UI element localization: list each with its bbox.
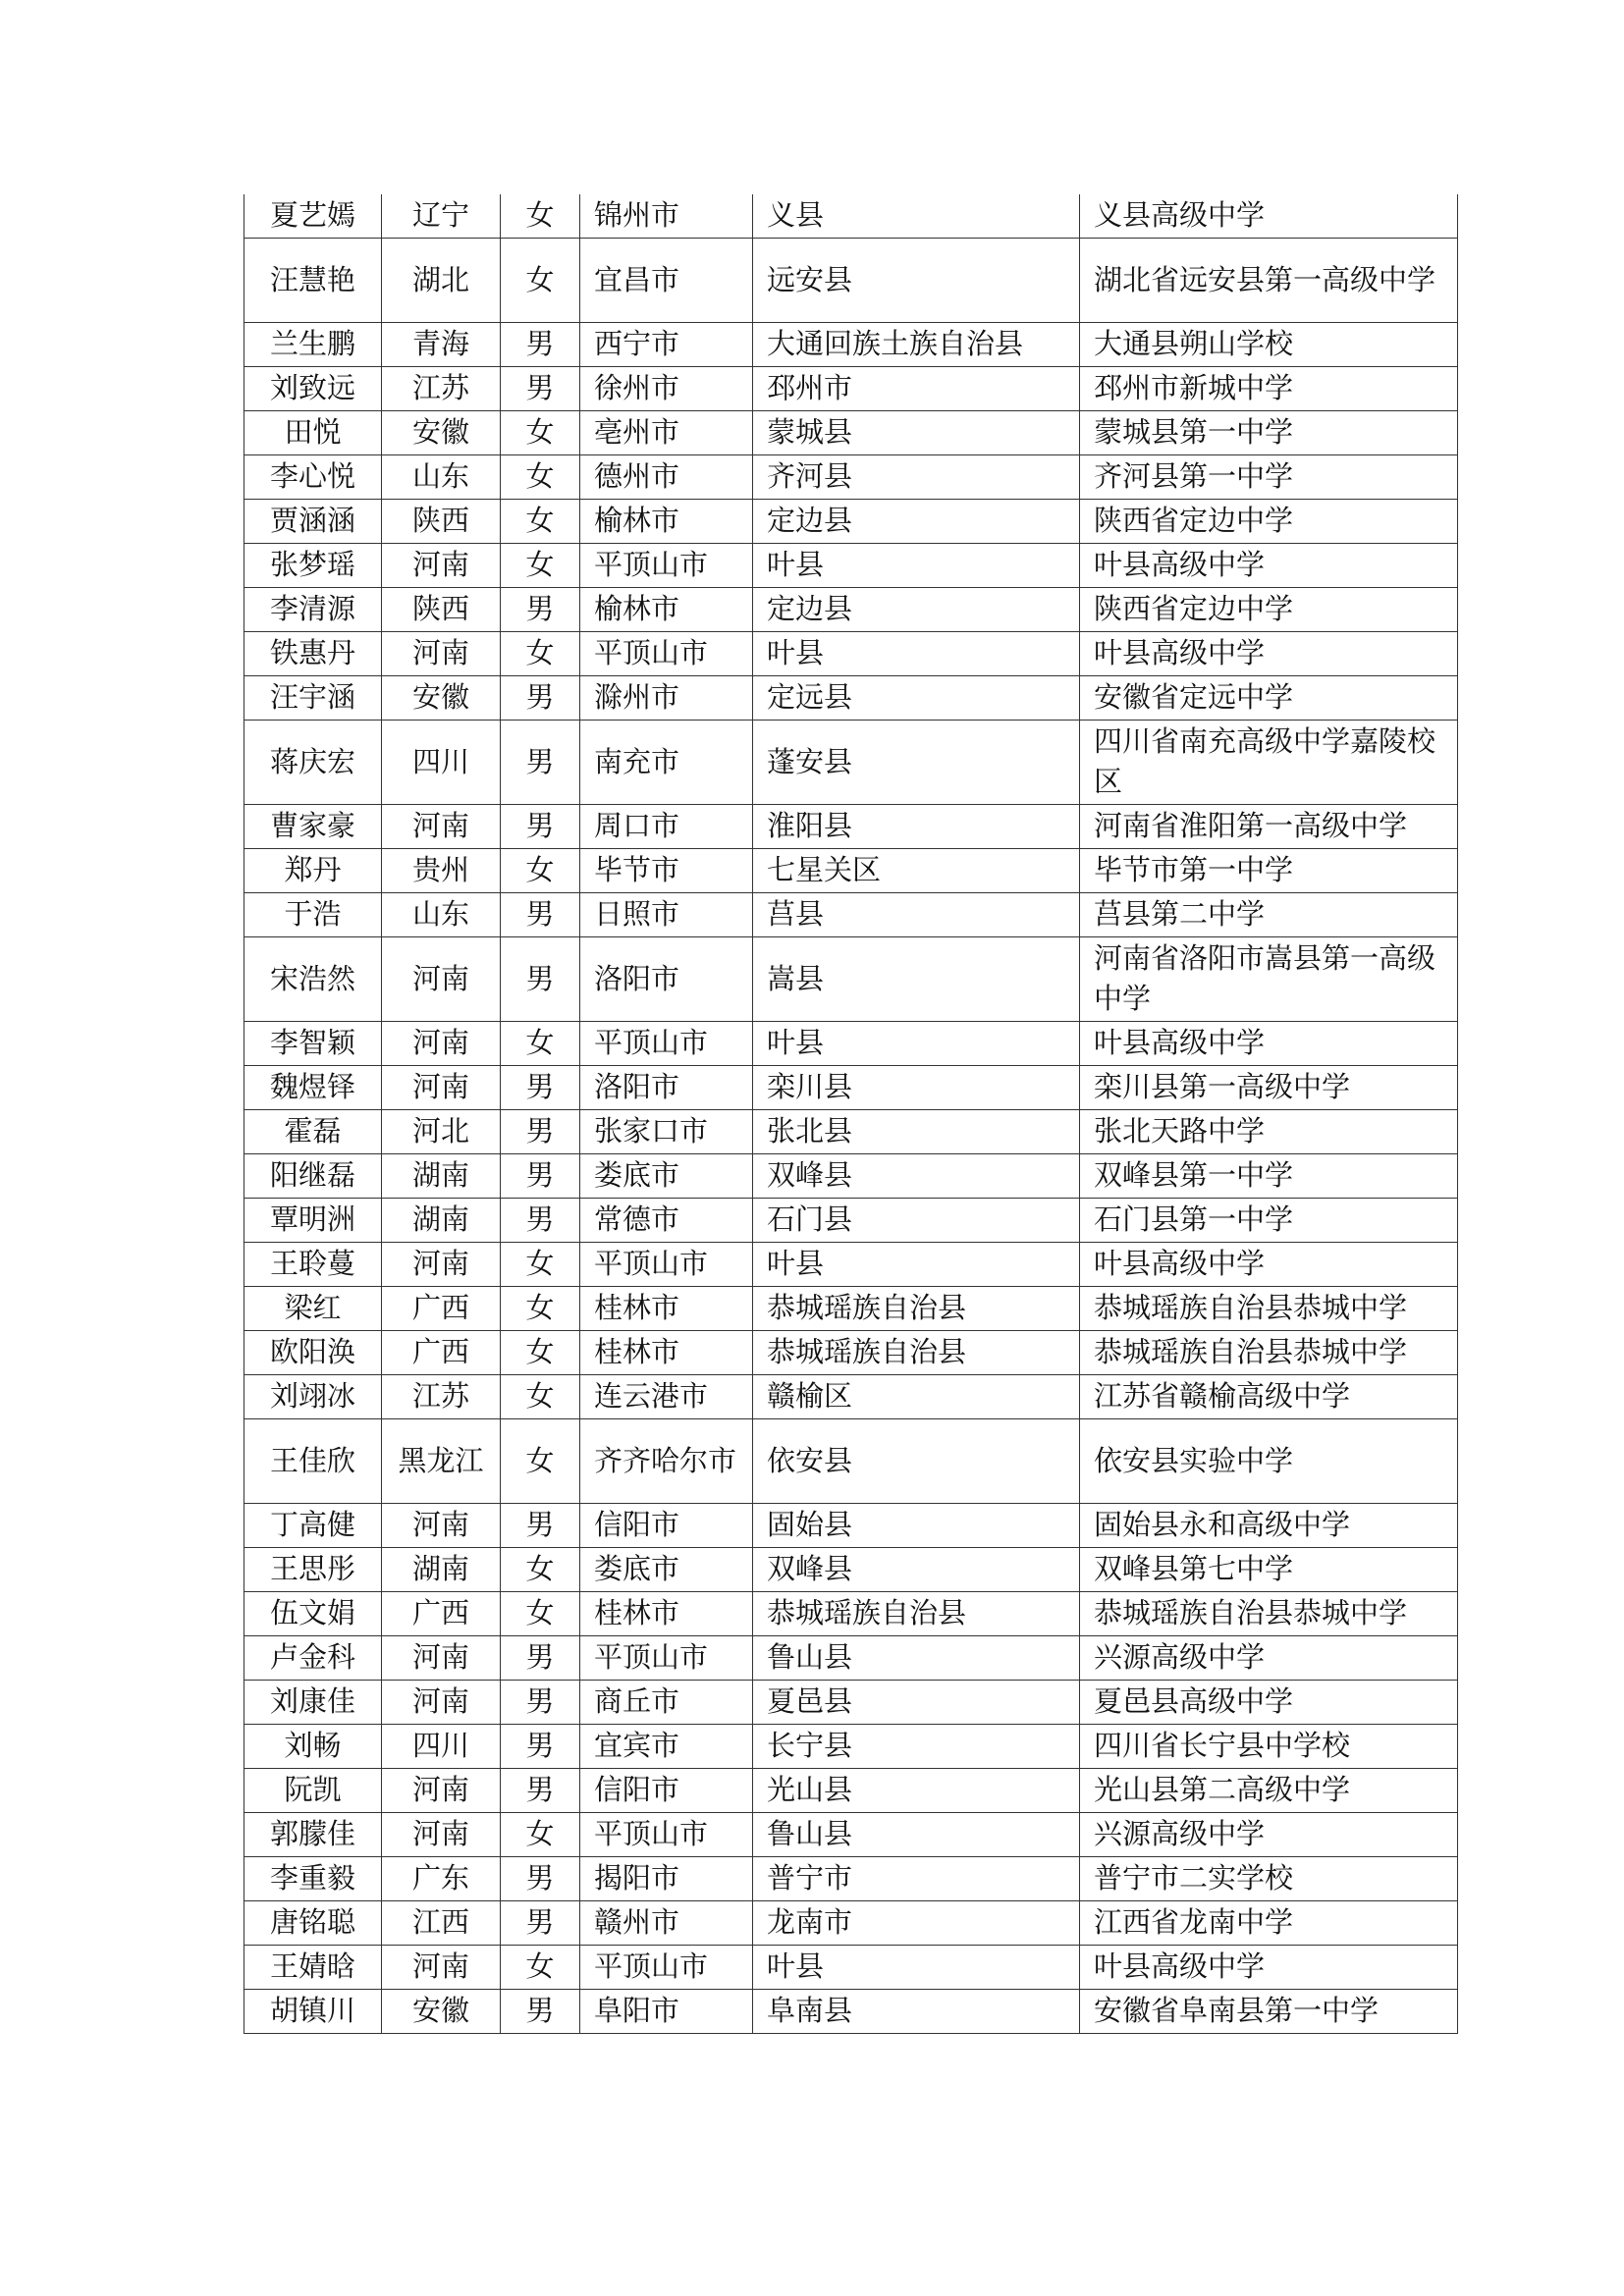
cell-city: 桂林市: [580, 1287, 753, 1331]
cell-name: 贾涵涵: [244, 500, 382, 544]
cell-name: 李心悦: [244, 455, 382, 500]
cell-name: 张梦瑶: [244, 544, 382, 588]
cell-gender: 女: [501, 1592, 580, 1636]
cell-school: 固始县永和高级中学: [1080, 1504, 1458, 1548]
table-row: [244, 1548, 1458, 1592]
cell-city: 洛阳市: [580, 937, 753, 1022]
cell-province: 陕西: [382, 500, 501, 544]
cell-name: 唐铭聪: [244, 1901, 382, 1946]
cell-county: 叶县: [753, 632, 1080, 676]
cell-county: 双峰县: [753, 1154, 1080, 1199]
cell-province: 安徽: [382, 1990, 501, 2034]
cell-county: 固始县: [753, 1504, 1080, 1548]
cell-gender: 女: [501, 194, 580, 239]
cell-gender: 男: [501, 1504, 580, 1548]
table-row: [244, 1725, 1458, 1769]
cell-province: 广西: [382, 1592, 501, 1636]
cell-province: 山东: [382, 893, 501, 937]
cell-county: 石门县: [753, 1199, 1080, 1243]
cell-province: 河南: [382, 1769, 501, 1813]
cell-county: 鲁山县: [753, 1813, 1080, 1857]
cell-city: 娄底市: [580, 1154, 753, 1199]
cell-province: 黑龙江: [382, 1419, 501, 1504]
cell-school: 蒙城县第一中学: [1080, 411, 1458, 455]
cell-school: 兴源高级中学: [1080, 1813, 1458, 1857]
cell-gender: 男: [501, 805, 580, 849]
table-row: [244, 1681, 1458, 1725]
cell-name: 阮凯: [244, 1769, 382, 1813]
cell-school: 张北天路中学: [1080, 1110, 1458, 1154]
table-row: [244, 1857, 1458, 1901]
cell-gender: 男: [501, 721, 580, 805]
cell-name: 兰生鹏: [244, 323, 382, 367]
cell-city: 齐齐哈尔市: [580, 1419, 753, 1504]
table-row: [244, 411, 1458, 455]
cell-county: 恭城瑶族自治县: [753, 1331, 1080, 1375]
cell-gender: 女: [501, 1946, 580, 1990]
cell-school: 恭城瑶族自治县恭城中学: [1080, 1287, 1458, 1331]
cell-name: 刘翊冰: [244, 1375, 382, 1419]
cell-school: 栾川县第一高级中学: [1080, 1066, 1458, 1110]
cell-school: 河南省淮阳第一高级中学: [1080, 805, 1458, 849]
cell-gender: 男: [501, 1110, 580, 1154]
cell-name: 霍磊: [244, 1110, 382, 1154]
cell-name: 宋浩然: [244, 937, 382, 1022]
cell-county: 普宁市: [753, 1857, 1080, 1901]
cell-gender: 女: [501, 1287, 580, 1331]
cell-name: 刘致远: [244, 367, 382, 411]
cell-county: 叶县: [753, 544, 1080, 588]
cell-county: 邳州市: [753, 367, 1080, 411]
cell-county: 恭城瑶族自治县: [753, 1287, 1080, 1331]
cell-name: 丁高健: [244, 1504, 382, 1548]
cell-school: 毕节市第一中学: [1080, 849, 1458, 893]
cell-gender: 女: [501, 411, 580, 455]
cell-school: 河南省洛阳市嵩县第一高级中学: [1080, 937, 1458, 1022]
cell-school: 光山县第二高级中学: [1080, 1769, 1458, 1813]
cell-name: 李清源: [244, 588, 382, 632]
cell-school: 夏邑县高级中学: [1080, 1681, 1458, 1725]
cell-province: 湖南: [382, 1154, 501, 1199]
table-row: [244, 1636, 1458, 1681]
cell-province: 湖北: [382, 239, 501, 323]
cell-school: 叶县高级中学: [1080, 544, 1458, 588]
cell-province: 江苏: [382, 1375, 501, 1419]
cell-city: 信阳市: [580, 1769, 753, 1813]
cell-province: 河南: [382, 937, 501, 1022]
cell-province: 安徽: [382, 676, 501, 721]
cell-gender: 男: [501, 937, 580, 1022]
cell-gender: 男: [501, 676, 580, 721]
table-row: [244, 323, 1458, 367]
cell-school: 齐河县第一中学: [1080, 455, 1458, 500]
cell-city: 连云港市: [580, 1375, 753, 1419]
table-row: [244, 194, 1458, 239]
cell-city: 平顶山市: [580, 544, 753, 588]
cell-name: 阳继磊: [244, 1154, 382, 1199]
cell-province: 湖南: [382, 1548, 501, 1592]
cell-school: 叶县高级中学: [1080, 1022, 1458, 1066]
cell-county: 七星关区: [753, 849, 1080, 893]
cell-province: 广东: [382, 1857, 501, 1901]
cell-city: 揭阳市: [580, 1857, 753, 1901]
cell-school: 安徽省定远中学: [1080, 676, 1458, 721]
cell-county: 双峰县: [753, 1548, 1080, 1592]
cell-county: 赣榆区: [753, 1375, 1080, 1419]
table-row: [244, 1901, 1458, 1946]
table-row: [244, 632, 1458, 676]
cell-name: 卢金科: [244, 1636, 382, 1681]
cell-province: 河南: [382, 632, 501, 676]
cell-county: 夏邑县: [753, 1681, 1080, 1725]
cell-city: 榆林市: [580, 588, 753, 632]
cell-name: 王聆蔓: [244, 1243, 382, 1287]
cell-province: 河南: [382, 1243, 501, 1287]
cell-gender: 男: [501, 1990, 580, 2034]
cell-county: 远安县: [753, 239, 1080, 323]
cell-province: 河北: [382, 1110, 501, 1154]
cell-province: 江苏: [382, 367, 501, 411]
cell-province: 江西: [382, 1901, 501, 1946]
cell-name: 铁惠丹: [244, 632, 382, 676]
cell-gender: 女: [501, 632, 580, 676]
cell-city: 阜阳市: [580, 1990, 753, 2034]
cell-county: 阜南县: [753, 1990, 1080, 2034]
cell-province: 河南: [382, 1022, 501, 1066]
cell-school: 依安县实验中学: [1080, 1419, 1458, 1504]
cell-gender: 男: [501, 323, 580, 367]
cell-name: 胡镇川: [244, 1990, 382, 2034]
cell-name: 梁红: [244, 1287, 382, 1331]
cell-city: 亳州市: [580, 411, 753, 455]
cell-city: 平顶山市: [580, 1946, 753, 1990]
cell-province: 四川: [382, 721, 501, 805]
cell-province: 广西: [382, 1331, 501, 1375]
cell-name: 王思彤: [244, 1548, 382, 1592]
cell-gender: 女: [501, 1813, 580, 1857]
cell-gender: 女: [501, 1331, 580, 1375]
cell-name: 曹家豪: [244, 805, 382, 849]
cell-county: 长宁县: [753, 1725, 1080, 1769]
table-row: [244, 367, 1458, 411]
cell-gender: 男: [501, 893, 580, 937]
cell-gender: 男: [501, 588, 580, 632]
cell-school: 义县高级中学: [1080, 194, 1458, 239]
cell-school: 江苏省赣榆高级中学: [1080, 1375, 1458, 1419]
table-row: [244, 1375, 1458, 1419]
cell-city: 平顶山市: [580, 1022, 753, 1066]
cell-county: 蒙城县: [753, 411, 1080, 455]
cell-county: 齐河县: [753, 455, 1080, 500]
cell-province: 山东: [382, 455, 501, 500]
cell-county: 淮阳县: [753, 805, 1080, 849]
cell-county: 叶县: [753, 1946, 1080, 1990]
table-row: [244, 1287, 1458, 1331]
table-row: [244, 721, 1458, 805]
cell-name: 刘畅: [244, 1725, 382, 1769]
cell-county: 依安县: [753, 1419, 1080, 1504]
table-row: [244, 1331, 1458, 1375]
cell-province: 河南: [382, 1066, 501, 1110]
cell-province: 湖南: [382, 1199, 501, 1243]
cell-gender: 女: [501, 1375, 580, 1419]
cell-city: 桂林市: [580, 1331, 753, 1375]
cell-province: 河南: [382, 805, 501, 849]
cell-school: 莒县第二中学: [1080, 893, 1458, 937]
cell-city: 毕节市: [580, 849, 753, 893]
cell-city: 宜昌市: [580, 239, 753, 323]
cell-city: 徐州市: [580, 367, 753, 411]
cell-province: 广西: [382, 1287, 501, 1331]
cell-city: 平顶山市: [580, 632, 753, 676]
cell-province: 贵州: [382, 849, 501, 893]
cell-school: 陕西省定边中学: [1080, 588, 1458, 632]
cell-name: 李重毅: [244, 1857, 382, 1901]
cell-gender: 男: [501, 1901, 580, 1946]
cell-county: 龙南市: [753, 1901, 1080, 1946]
cell-school: 双峰县第一中学: [1080, 1154, 1458, 1199]
cell-school: 石门县第一中学: [1080, 1199, 1458, 1243]
cell-gender: 男: [501, 1066, 580, 1110]
cell-school: 陕西省定边中学: [1080, 500, 1458, 544]
cell-school: 双峰县第七中学: [1080, 1548, 1458, 1592]
cell-name: 汪慧艳: [244, 239, 382, 323]
cell-city: 日照市: [580, 893, 753, 937]
cell-gender: 男: [501, 1199, 580, 1243]
cell-city: 常德市: [580, 1199, 753, 1243]
cell-gender: 女: [501, 1419, 580, 1504]
cell-school: 叶县高级中学: [1080, 1243, 1458, 1287]
table-row: [244, 937, 1458, 1022]
cell-school: 安徽省阜南县第一中学: [1080, 1990, 1458, 2034]
table-row: [244, 1592, 1458, 1636]
cell-province: 河南: [382, 1813, 501, 1857]
table-row: [244, 849, 1458, 893]
cell-gender: 女: [501, 544, 580, 588]
cell-gender: 男: [501, 1636, 580, 1681]
cell-school: 邳州市新城中学: [1080, 367, 1458, 411]
cell-county: 叶县: [753, 1022, 1080, 1066]
cell-city: 南充市: [580, 721, 753, 805]
table-row: [244, 455, 1458, 500]
cell-province: 河南: [382, 1946, 501, 1990]
cell-county: 定边县: [753, 588, 1080, 632]
student-roster-table: [244, 194, 1458, 2034]
cell-school: 大通县朔山学校: [1080, 323, 1458, 367]
cell-name: 于浩: [244, 893, 382, 937]
cell-name: 伍文娟: [244, 1592, 382, 1636]
cell-province: 四川: [382, 1725, 501, 1769]
cell-county: 恭城瑶族自治县: [753, 1592, 1080, 1636]
table-row: [244, 1154, 1458, 1199]
table-row: [244, 676, 1458, 721]
cell-name: 田悦: [244, 411, 382, 455]
cell-name: 覃明洲: [244, 1199, 382, 1243]
table-row: [244, 1504, 1458, 1548]
cell-name: 李智颖: [244, 1022, 382, 1066]
cell-city: 信阳市: [580, 1504, 753, 1548]
cell-name: 王婧晗: [244, 1946, 382, 1990]
cell-gender: 女: [501, 1022, 580, 1066]
cell-name: 夏艺嫣: [244, 194, 382, 239]
cell-province: 青海: [382, 323, 501, 367]
cell-province: 陕西: [382, 588, 501, 632]
cell-gender: 女: [501, 239, 580, 323]
cell-gender: 女: [501, 455, 580, 500]
cell-province: 河南: [382, 1681, 501, 1725]
cell-school: 恭城瑶族自治县恭城中学: [1080, 1592, 1458, 1636]
table-row: [244, 1946, 1458, 1990]
cell-gender: 女: [501, 849, 580, 893]
cell-school: 江西省龙南中学: [1080, 1901, 1458, 1946]
cell-city: 锦州市: [580, 194, 753, 239]
cell-city: 滁州市: [580, 676, 753, 721]
cell-city: 宜宾市: [580, 1725, 753, 1769]
cell-school: 恭城瑶族自治县恭城中学: [1080, 1331, 1458, 1375]
cell-county: 光山县: [753, 1769, 1080, 1813]
cell-city: 桂林市: [580, 1592, 753, 1636]
table-row: [244, 805, 1458, 849]
cell-city: 洛阳市: [580, 1066, 753, 1110]
student-roster-body: [244, 194, 1458, 2034]
cell-city: 榆林市: [580, 500, 753, 544]
cell-county: 定远县: [753, 676, 1080, 721]
cell-city: 平顶山市: [580, 1243, 753, 1287]
cell-county: 莒县: [753, 893, 1080, 937]
cell-city: 张家口市: [580, 1110, 753, 1154]
cell-province: 河南: [382, 544, 501, 588]
cell-name: 蒋庆宏: [244, 721, 382, 805]
cell-gender: 男: [501, 1769, 580, 1813]
cell-gender: 女: [501, 1548, 580, 1592]
cell-gender: 男: [501, 1725, 580, 1769]
table-row: [244, 1419, 1458, 1504]
table-row: [244, 239, 1458, 323]
cell-city: 西宁市: [580, 323, 753, 367]
cell-school: 湖北省远安县第一高级中学: [1080, 239, 1458, 323]
cell-county: 张北县: [753, 1110, 1080, 1154]
cell-name: 刘康佳: [244, 1681, 382, 1725]
table-row: [244, 1110, 1458, 1154]
cell-gender: 男: [501, 1154, 580, 1199]
table-row: [244, 544, 1458, 588]
cell-county: 栾川县: [753, 1066, 1080, 1110]
cell-school: 四川省长宁县中学校: [1080, 1725, 1458, 1769]
cell-school: 叶县高级中学: [1080, 1946, 1458, 1990]
cell-gender: 男: [501, 1681, 580, 1725]
cell-province: 安徽: [382, 411, 501, 455]
table-row: [244, 588, 1458, 632]
cell-gender: 男: [501, 367, 580, 411]
table-row: [244, 1813, 1458, 1857]
table-row: [244, 1199, 1458, 1243]
table-row: [244, 500, 1458, 544]
cell-name: 郭朦佳: [244, 1813, 382, 1857]
cell-county: 义县: [753, 194, 1080, 239]
cell-county: 鲁山县: [753, 1636, 1080, 1681]
cell-name: 郑丹: [244, 849, 382, 893]
table-row: [244, 1066, 1458, 1110]
cell-county: 叶县: [753, 1243, 1080, 1287]
cell-name: 王佳欣: [244, 1419, 382, 1504]
cell-city: 平顶山市: [580, 1813, 753, 1857]
table-row: [244, 1022, 1458, 1066]
cell-city: 周口市: [580, 805, 753, 849]
cell-gender: 女: [501, 500, 580, 544]
cell-school: 兴源高级中学: [1080, 1636, 1458, 1681]
cell-city: 商丘市: [580, 1681, 753, 1725]
table-row: [244, 1769, 1458, 1813]
cell-county: 定边县: [753, 500, 1080, 544]
cell-city: 娄底市: [580, 1548, 753, 1592]
cell-school: 叶县高级中学: [1080, 632, 1458, 676]
table-row: [244, 893, 1458, 937]
cell-school: 四川省南充高级中学嘉陵校区: [1080, 721, 1458, 805]
cell-name: 汪宇涵: [244, 676, 382, 721]
cell-name: 魏煜铎: [244, 1066, 382, 1110]
table-row: [244, 1243, 1458, 1287]
cell-name: 欧阳涣: [244, 1331, 382, 1375]
cell-school: 普宁市二实学校: [1080, 1857, 1458, 1901]
cell-province: 河南: [382, 1504, 501, 1548]
table-row: [244, 1990, 1458, 2034]
cell-city: 平顶山市: [580, 1636, 753, 1681]
cell-city: 德州市: [580, 455, 753, 500]
cell-county: 蓬安县: [753, 721, 1080, 805]
cell-city: 赣州市: [580, 1901, 753, 1946]
cell-county: 大通回族土族自治县: [753, 323, 1080, 367]
cell-gender: 女: [501, 1243, 580, 1287]
cell-county: 嵩县: [753, 937, 1080, 1022]
cell-gender: 男: [501, 1857, 580, 1901]
cell-province: 辽宁: [382, 194, 501, 239]
cell-province: 河南: [382, 1636, 501, 1681]
